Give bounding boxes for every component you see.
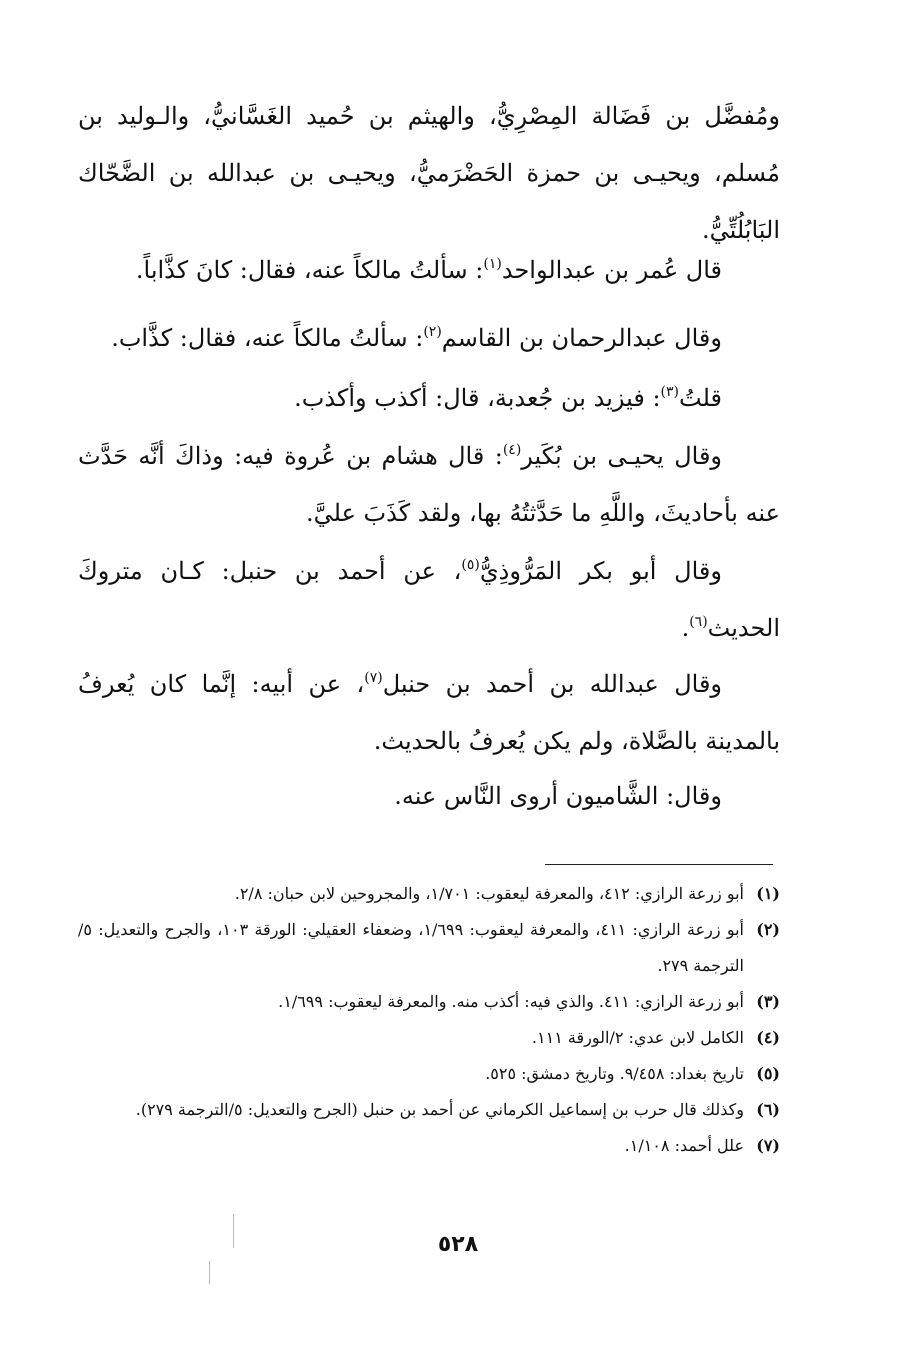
paragraph-text: قال عُمر بن عبدالواحد — [501, 256, 722, 284]
body-paragraph-shamiyun: وقال: الشَّاميون أروى النَّاس عنه. — [394, 782, 722, 810]
paragraph-text: . — [681, 614, 690, 642]
page-number: ٥٢٨ — [437, 1232, 479, 1257]
scan-mark — [209, 1261, 210, 1284]
paragraph-text: قلتُ — [679, 384, 722, 412]
paragraph-text: وقال يحيـى بن بُكَير — [521, 442, 723, 470]
footnote-item-2 — [78, 912, 780, 984]
body-paragraph-ibn-al-qasim — [78, 310, 780, 367]
footnote-reference: (١) — [483, 256, 502, 272]
body-paragraph-al-marrudhi — [78, 543, 780, 657]
paragraph-text: ، عن أحمد بن حنبل: كـان متروكَ الحديث — [78, 557, 780, 642]
body-paragraph-yahya-ibn-bukayr — [78, 428, 780, 542]
footnote-number: (١) — [756, 884, 780, 903]
scan-mark — [233, 1214, 234, 1248]
footnote-text: الكامل لابن عدي: ٢/الورقة ١١١. — [531, 1028, 744, 1047]
footnote-text: أبو زرعة الرازي: ٤١١، والمعرفة ليعقوب: ١/٦٩٩، وضعفاء العقيلي: الورقة ١٠٣، والجرح والتعديل: ٥/الترجمة ٢٧٩. — [78, 920, 745, 975]
body-paragraph-narrators: ومُفضَّل بن فَضَالة المِصْرِيُّ، والهيثم بن حُميد الغَسَّانيُّ، والـوليد بن مُسلم، ويحيـى بن حمزة الحَضْرَميُّ، ويحيـى بن عبدالله بن الضَّحّاك البَابُلُتِّيُّ. — [78, 102, 780, 244]
footnote-number: (٧) — [756, 1136, 780, 1155]
paragraph-text: وقال أبو بكر المَرُّوذِيُّ — [479, 557, 722, 585]
paragraph-text: وقال عبدالرحمان بن القاسم — [441, 324, 722, 352]
footnote-item-5 — [78, 1056, 780, 1092]
paragraph-text: : قال هشام بن عُروة فيه: وذاكَ أنَّه حَدَّث عنه بأحاديثَ، واللَّهِ ما حَدَّثتُهُ بها، ولقد كَذَبَ عليَّ. — [78, 442, 780, 527]
paragraph-text: وقال عبدالله بن أحمد بن حنبل — [382, 670, 722, 698]
footnote-text: أبو زرعة الرازي: ٤١٢، والمعرفة ليعقوب: ١/٧٠١، والمجروحين لابن حبان: ٢/٨. — [234, 884, 744, 903]
paragraph-text: : سألتُ مالكاً عنه، فقال: كذَّاب. — [111, 324, 424, 352]
body-paragraph-umar-ibn-abdulwahid — [78, 242, 780, 299]
footnote-item-4 — [78, 1020, 780, 1056]
footnote-reference: (٤) — [502, 442, 522, 458]
body-paragraph-abdullah-ibn-ahmad — [78, 656, 780, 770]
footnote-text: تاريخ بغداد: ٩/٤٥٨. وتاريخ دمشق: ٥٢٥. — [485, 1064, 744, 1083]
footnote-number: (٢) — [756, 920, 780, 939]
footnote-text: وكذلك قال حرب بن إسماعيل الكرماني عن أحمد بن حنبل (الجرح والتعديل: ٥/الترجمة ٢٧٩). — [135, 1100, 744, 1119]
footnote-item-1 — [78, 876, 780, 912]
footnote-number: (٤) — [756, 1028, 780, 1047]
footnote-reference: (٦) — [689, 614, 708, 630]
footnote-number: (٣) — [756, 992, 780, 1011]
footnote-item-6 — [78, 1092, 780, 1128]
body-paragraph-yazid-ibn-judaba — [78, 370, 780, 427]
paragraph-text: : فيزيد بن جُعدبة، قال: أكذب وأكذب. — [294, 384, 661, 412]
footnote-reference: (٥) — [461, 557, 480, 573]
footnote-reference: (٣) — [660, 384, 680, 400]
footnote-number: (٥) — [756, 1064, 780, 1083]
footnote-item-3 — [78, 984, 780, 1020]
footnote-separator — [545, 864, 773, 865]
footnote-item-7 — [78, 1128, 780, 1164]
paragraph-text: : سألتُ مالكاً عنه، فقال: كانَ كذَّاباً. — [135, 256, 484, 284]
footnote-text: علل أحمد: ١/١٠٨. — [624, 1136, 744, 1155]
footnote-number: (٦) — [756, 1100, 780, 1119]
footnote-reference: (٢) — [423, 324, 442, 340]
footnote-reference: (٧) — [364, 670, 383, 686]
paragraph-text: ، عن أبيه: إنَّما كان يُعرفُ بالمدينة بالصَّلاة، ولم يكن يُعرفُ بالحديث. — [78, 670, 780, 755]
footnote-text: أبو زرعة الرازي: ٤١١. والذي فيه: أكذب منه. والمعرفة ليعقوب: ١/٦٩٩. — [278, 992, 744, 1011]
footnotes-list — [78, 876, 780, 1164]
